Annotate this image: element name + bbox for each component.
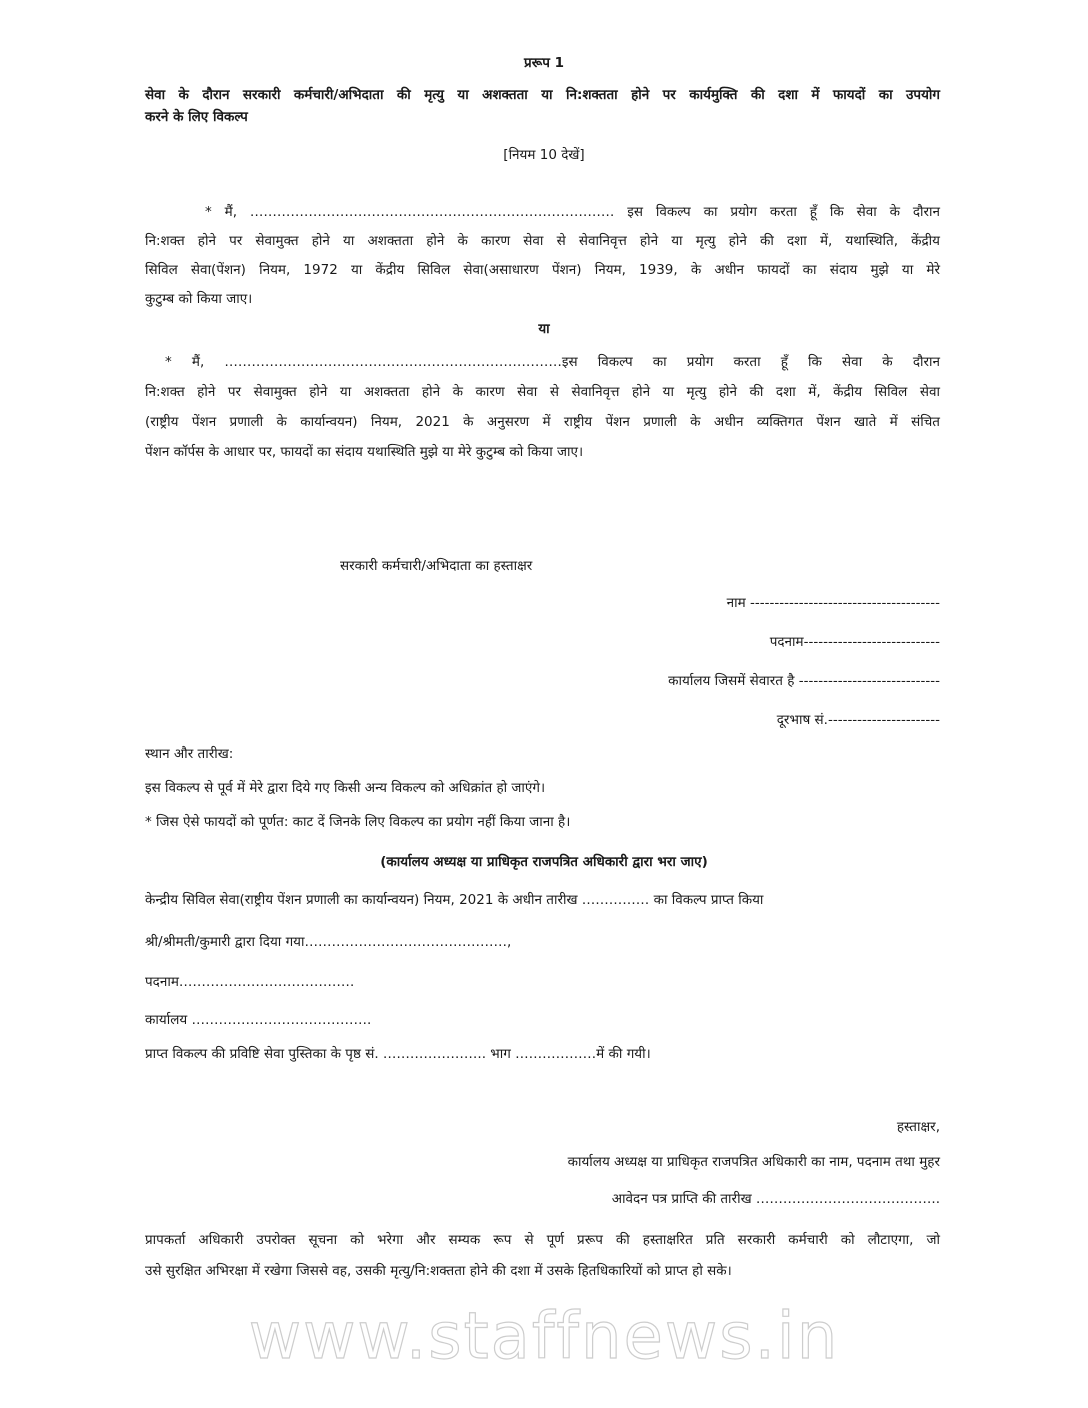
note-supersede: इस विकल्प से पूर्व में मेरे द्वारा दिये गए किसी अन्य विकल्प को अधिक्रांत हो जाएंगे। bbox=[145, 780, 546, 796]
heading-line-2: करने के लिए विकल्प bbox=[145, 109, 248, 125]
heading-line-1: सेवा के दौरान सरकारी कर्मचारी/अभिदाता की मृत्यु या अशक्तता या नि:शक्तता होने पर कार्यमुक्ति की दशा में फायदों का उपयोग bbox=[145, 87, 940, 103]
option2-line-1: * मैं, …………………………………………………………………इस विकल्प का प्रयोग करता हूँ कि सेवा के दौरान bbox=[165, 354, 940, 370]
officer-signature: हस्ताक्षर, bbox=[896, 1119, 940, 1135]
office-field: कार्यालय जिसमें सेवारत है ----------------------------- bbox=[668, 673, 940, 689]
office-line-3: पदनाम………………………………… bbox=[145, 974, 355, 990]
signature-label: सरकारी कर्मचारी/अभिदाता का हस्ताक्षर bbox=[340, 558, 533, 574]
option2-line-3: (राष्ट्रीय पेंशन प्रणाली के कार्यान्वयन) नियम, 2021 के अनुसरण में राष्ट्रीय पेंशन प्रणाली के अधीन व्यक्तिगत पेंशन खाते में संचित bbox=[145, 414, 940, 430]
option1-line-3: सिविल सेवा(पेंशन) नियम, 1972 या केंद्रीय सिविल सेवा(असाधारण पेंशन) नियम, 1939, के अधीन फायदों का संदाय मुझे या मेरे bbox=[145, 262, 940, 278]
option1-line-2: नि:शक्त होने पर सेवामुक्त होने या अशक्तता होने के कारण सेवा से सेवानिवृत्त होने या मृत्यु होने की दशा में, यथास्थिति, केंद्रीय bbox=[145, 233, 940, 249]
phone-field: दूरभाष सं.----------------------- bbox=[776, 712, 940, 728]
office-line-1: केन्द्रीय सिविल सेवा(राष्ट्रीय पेंशन प्रणाली का कार्यान्वयन) नियम, 2021 के अधीन तारीख …………… का विकल्प प्राप्त किया bbox=[145, 892, 764, 908]
option2-line-2: नि:शक्त होने पर सेवामुक्त होने या अशक्तता होने के कारण सेवा से सेवानिवृत्त होने या मृत्यु होने की दशा में, केंद्रीय सिविल सेवा bbox=[145, 384, 940, 400]
option1-line-4: कुटुम्ब को किया जाए। bbox=[145, 291, 253, 307]
form-title: प्ररूप 1 bbox=[524, 55, 564, 71]
designation-field: पदनाम---------------------------- bbox=[769, 634, 940, 650]
or-label: या bbox=[538, 321, 550, 337]
office-line-4: कार्यालय …………………………………. bbox=[145, 1012, 372, 1028]
watermark: www.staffnews.in bbox=[248, 1300, 840, 1374]
office-line-5: प्राप्त विकल्प की प्रविष्टि सेवा पुस्तिका के पृष्ठ सं. ………………….. भाग ………………में की गयी। bbox=[145, 1046, 651, 1062]
option1-line-1: * मैं, ……………………………………………………………………… इस विकल्प का प्रयोग करता हूँ कि सेवा के दौरान bbox=[205, 204, 940, 220]
option2-line-4: पेंशन कॉर्पस के आधार पर, फायदों का संदाय यथास्थिति मुझे या मेरे कुटुम्ब को किया जाए। bbox=[145, 444, 584, 460]
office-heading: (कार्यालय अध्यक्ष या प्राधिकृत राजपत्रित अधिकारी द्वारा भरा जाए) bbox=[380, 854, 708, 870]
place-date: स्थान और तारीख: bbox=[145, 746, 234, 762]
office-line-2: श्री/श्रीमती/कुमारी द्वारा दिया गया………………………………………, bbox=[145, 934, 512, 950]
note-strike: * जिस ऐसे फायदों को पूर्णत: काट दें जिनके लिए विकल्प का प्रयोग नहीं किया जाना है। bbox=[145, 814, 571, 830]
receipt-date: आवेदन पत्र प्राप्ति की तारीख ………………………………….. bbox=[611, 1191, 940, 1207]
officer-name-stamp: कार्यालय अध्यक्ष या प्राधिकृत राजपत्रित अधिकारी का नाम, पदनाम तथा मुहर bbox=[567, 1154, 940, 1170]
footer-line-1: प्रापकर्ता अधिकारी उपरोक्त सूचना को भरेगा और सम्यक रूप से पूर्ण प्ररूप की हस्ताक्षरित प्रति सरकारी कर्मचारी को लौटाएगा, जो bbox=[145, 1232, 940, 1248]
name-field: नाम --------------------------------------- bbox=[726, 595, 940, 611]
footer-line-2: उसे सुरक्षित अभिरक्षा में रखेगा जिससे वह, उसकी मृत्यु/नि:शक्तता होने की दशा में उसके हितधिकारियों को प्राप्त हो सके। bbox=[145, 1263, 732, 1279]
rule-reference: [नियम 10 देखें] bbox=[503, 147, 585, 163]
